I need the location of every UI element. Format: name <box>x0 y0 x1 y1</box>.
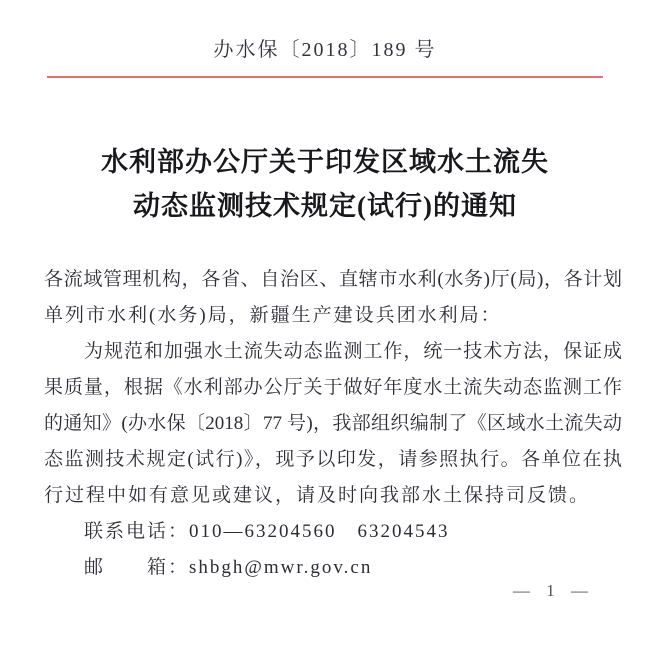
body-line: 行过程中如有意见或建议，请及时向我部水土保持司反馈。 <box>44 485 591 506</box>
salutation-line: 单列市水利(水务)局，新疆生产建设兵团水利局： <box>44 305 502 326</box>
document-title-line-1: 水利部办公厅关于印发区域水土流失 <box>101 147 549 177</box>
contact-phone: 联系电话：010—63204560 63204543 <box>84 521 450 542</box>
page-number: — 1 — <box>513 581 594 600</box>
document-title-line-2: 动态监测技术规定(试行)的通知 <box>133 191 517 221</box>
body-line: 果质量，根据《水利部办公厅关于做好年度水土流失动态监测工作 <box>44 377 622 398</box>
body-line: 态监测技术规定(试行)》，现予以印发，请参照执行。各单位在执 <box>44 449 622 470</box>
body-line: 为规范和加强水土流失动态监测工作，统一技术方法，保证成 <box>84 341 622 362</box>
document-title <box>0 140 650 228</box>
document-body <box>44 262 622 586</box>
salutation-line: 各流域管理机构，各省、自治区、直辖市水利(水务)厅(局)，各计划 <box>44 269 622 290</box>
body-line: 的通知》(办水保〔2018〕77 号)，我部组织编制了《区域水土流失动 <box>44 413 622 434</box>
doc-number: 办水保〔2018〕189 号 <box>213 39 437 61</box>
contact-email: 邮 箱：shbgh@mwr.gov.cn <box>84 557 373 578</box>
red-divider-rule <box>47 76 603 78</box>
